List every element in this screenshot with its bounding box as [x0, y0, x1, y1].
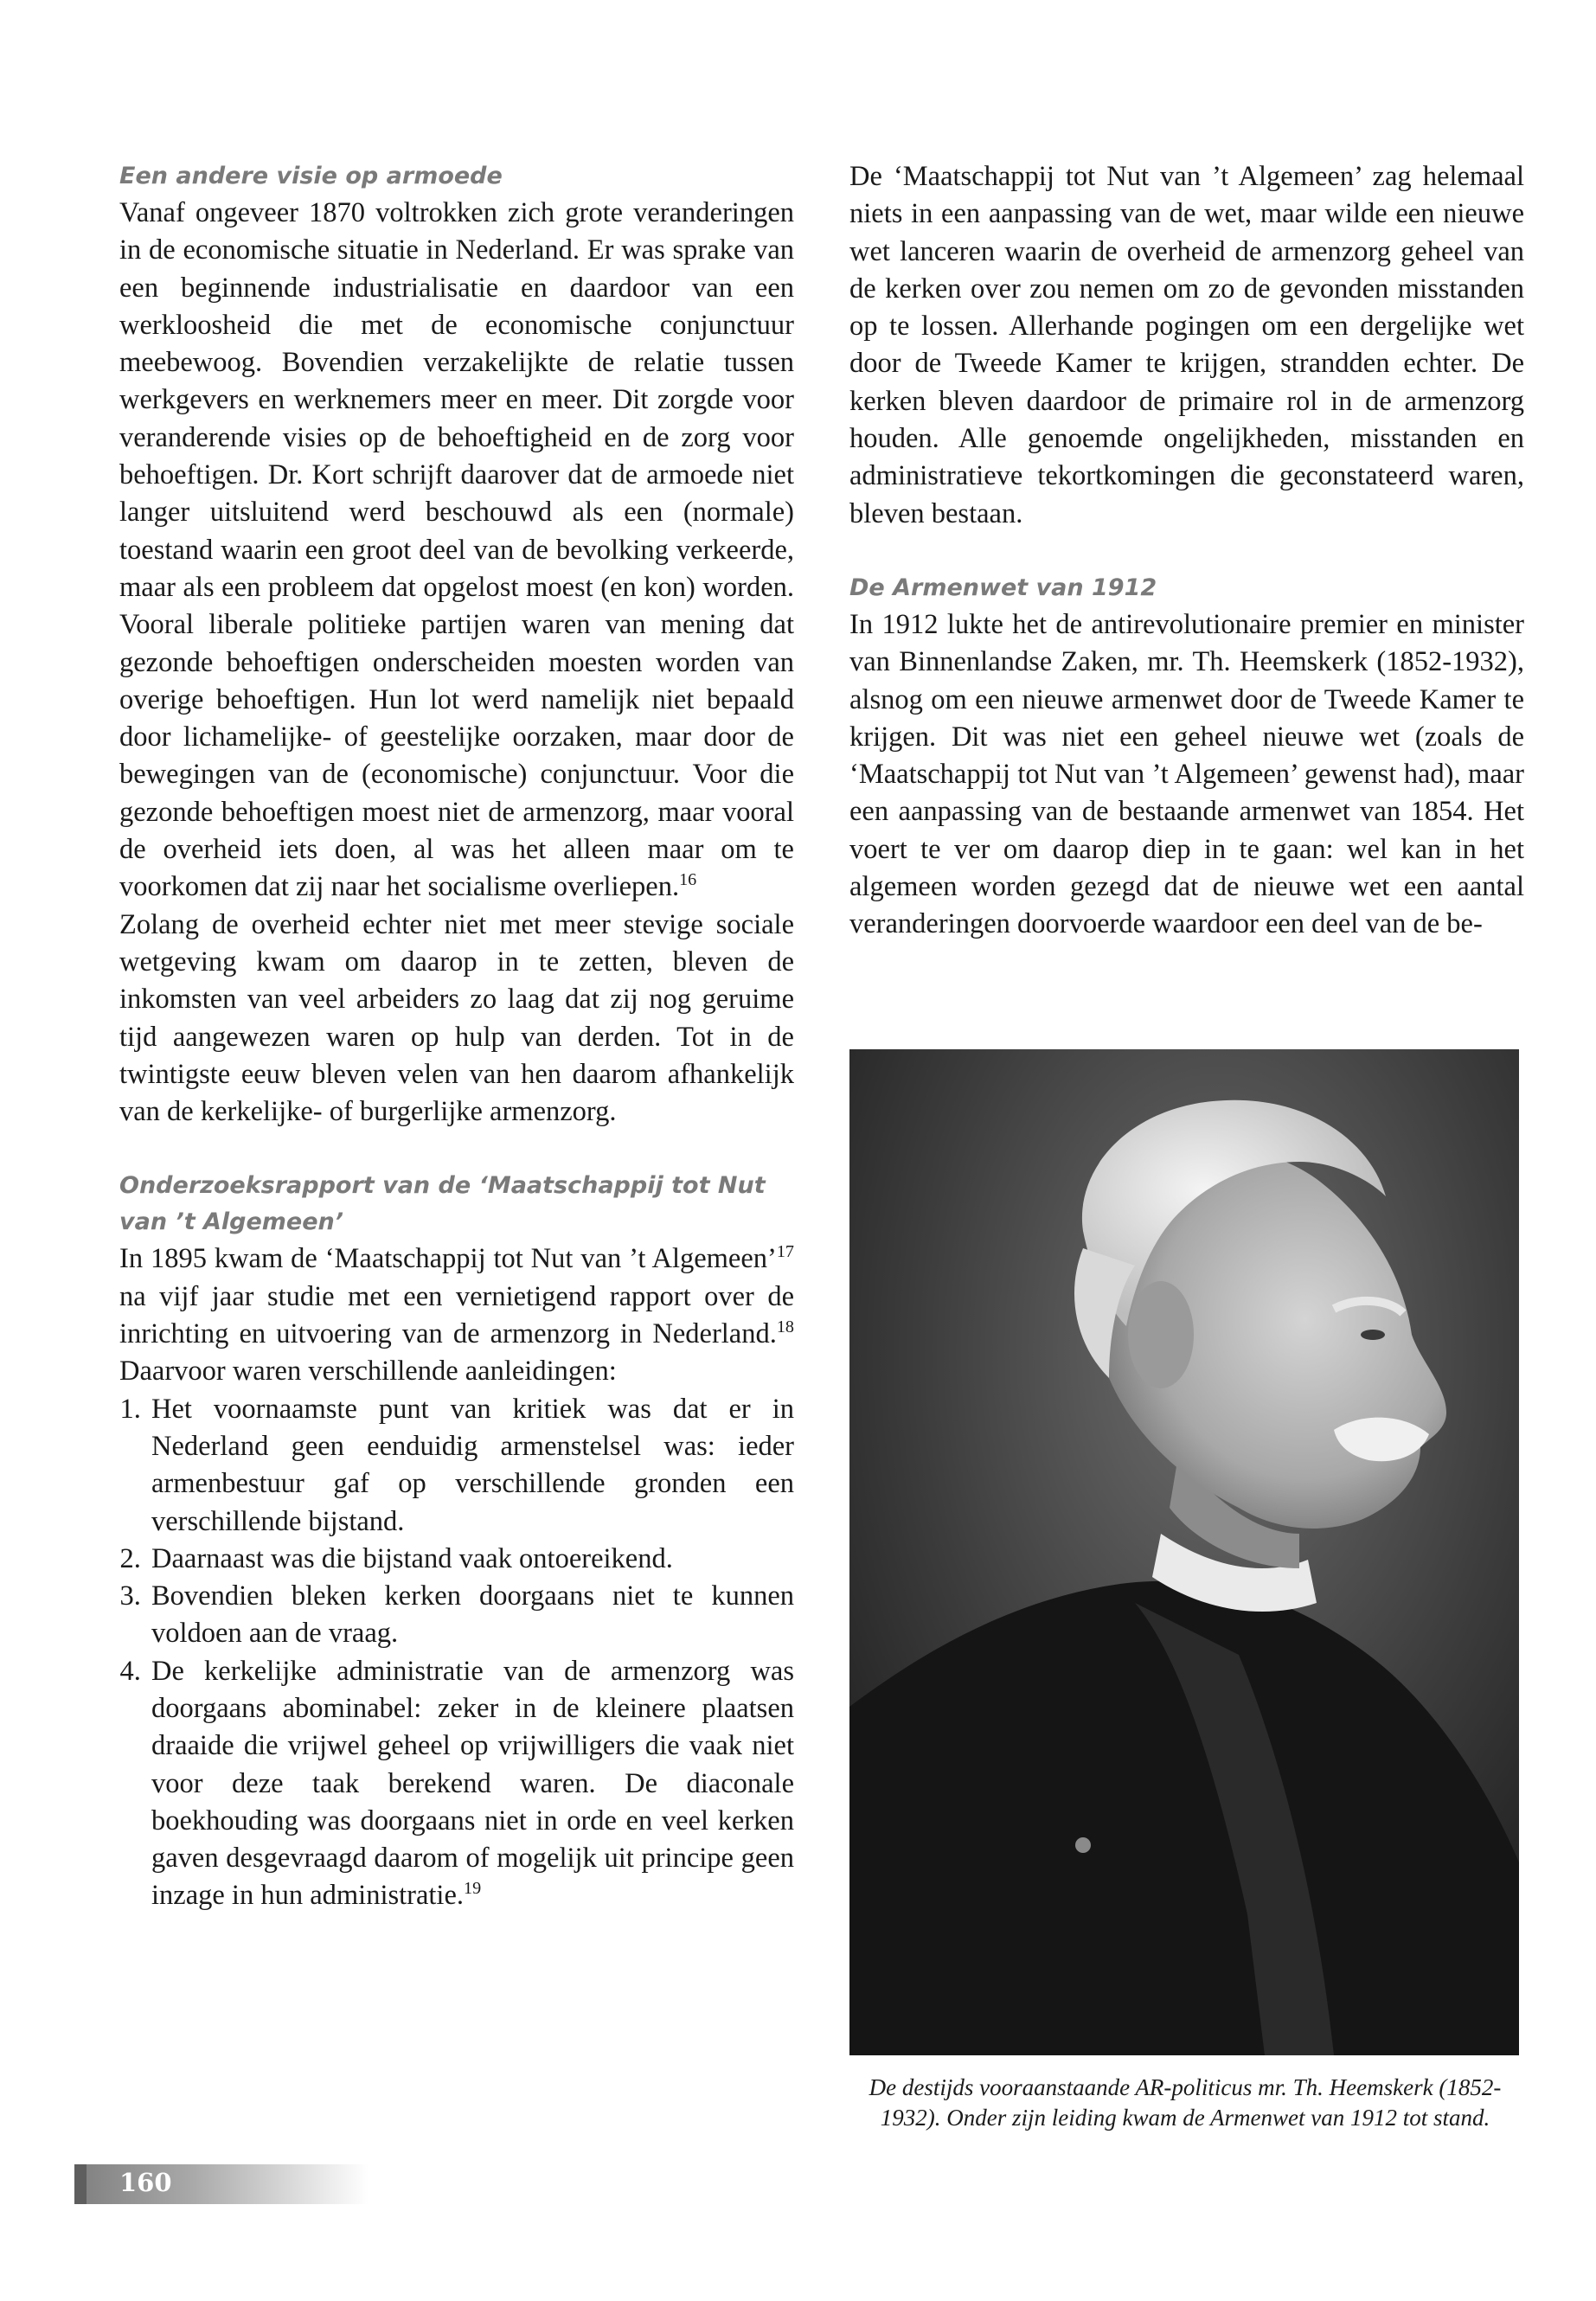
page-number-bar	[74, 2164, 369, 2204]
section-heading-visie: Een andere visie op armoede	[119, 163, 503, 189]
paragraph-visie-2: Zolang de overheid echter niet met meer stevige sociale wetgeving kwam om daarop in te zetten, bleven de inkomsten van veel arbeiders zo laag dat zij nog geruime tijd aangewezen waren op hulp van derden. Tot in de twintigste eeuw bleven velen van hen daarom afhankelijk van de kerkelijke- of burgerlijke armenzorg.	[119, 908, 794, 1128]
photo-caption: De destijds vooraanstaande AR-politicus mr. Th. Heemskerk (1852-1932). Onder zijn leiding kwam de Armenwet van 1912 tot stand.	[869, 2074, 1502, 2131]
list-item: 2. Daarnaast was die bijstand vaak ontoereikend.	[148, 1541, 794, 1578]
paragraph-maatschappij: De ‘Maatschappij tot Nut van ’t Algemeen’ zag helemaal niets in een aanpassing van de wet, maar wilde een nieuwe wet lanceren waarin de overheid de armenzorg geheel van de kerken over zou nemen om zo de gevonden misstanden op te lossen. Allerhande pogingen om een dergelijke wet door de Tweede Kamer te krijgen, strandden echter. De kerken bleven daardoor de primaire rol in de armenzorg houden. Alle genoemde ongelijkheden, misstanden en administratieve tekortkomingen die geconstateerd waren, bleven bestaan.	[849, 161, 1524, 529]
footnote-ref-18: 18	[776, 1317, 794, 1337]
page-number: 160	[119, 2168, 172, 2197]
paragraph-armenwet: In 1912 lukte het de antirevolutionaire premier en minister van Binnenlandse Zaken, mr. Th. Heemskerk (1852-1932), alsnog om een nieuwe armenwet door de Tweede Kamer te krijgen. Dit was niet een geheel nieuwe wet (zoals de ‘Maatschappij tot Nut van ’t Algemeen’ gewenst had), maar een aanpassing van de bestaande armenwet van 1854. Het voert te ver om daarop diep in te gaan: wel kan in het algemeen worden gezegd dat de nieuwe wet een aantal veranderingen doorvoerde waardoor een deel van de be-	[849, 608, 1524, 940]
list-item: 3. Bovendien bleken kerken doorgaans niet te kunnen voldoen aan de vraag.	[148, 1578, 794, 1653]
list-item: 4. De kerkelijke administratie van de armenzorg was doorgaans abominabel: zeker in de kleinere plaatsen draaide die vrijwel geheel op vrijwilligers die vaak niet voor deze taak berekend waren. De diaconale boekhouding was doorgaans niet in orde en veel kerken gaven desgevraagd daarom of mogelijk uit principe geen inzage in hun administratie.$^{19}$	[148, 1653, 794, 1915]
section-heading-armenwet: De Armenwet van 1912	[849, 574, 1157, 601]
left-column	[119, 158, 794, 1915]
criticism-list	[119, 1391, 794, 1915]
paragraph-onderzoeksrapport: In 1895 kwam de ‘Maatschappij tot Nut van ’t Algemeen’$^{17}$ na vijf jaar studie met een vernietigend rapport over de inrichting en uitvoering van de armenzorg in Nederland.$^{18}$ Daarvoor waren verschillende aanleidingen:	[119, 1242, 794, 1388]
right-column	[849, 158, 1524, 944]
portrait-photo	[849, 1049, 1519, 2055]
list-item: 1. Het voornaamste punt van kritiek was dat er in Nederland geen eenduidig armenstelsel was: ieder armenbestuur gaf op verschillende gronden een verschillende bijstand.	[148, 1391, 794, 1541]
footnote-ref-19: 19	[464, 1879, 482, 1899]
section-heading-onderzoeksrapport: Onderzoeksrapport van de ‘Maatschappij tot Nut van ’t Algemeen’	[119, 1172, 766, 1236]
paragraph-visie-1: Vanaf ongeveer 1870 voltrokken zich grote veranderingen in de economische situatie in Nederland. Er was sprake van een beginnende industrialisatie en daardoor van een werkloosheid die met de economische conjunctuur meebewoog. Bovendien verzakelijkte de relatie tussen werkgevers en werknemers meer en meer. Dit zorgde voor veranderende visies op de behoeftigheid en de zorg voor behoeftigen. Dr. Kort schrijft daarover dat de armoede niet langer uitsluitend werd beschouwd als een (normale) toestand waarin een groot deel van de bevolking verkeerde, maar als een probleem dat opgelost moest (en kon) worden. Vooral liberale politieke partijen waren van mening dat gezonde behoeftigen onderscheiden moesten worden van overige behoeftigen. Hun lot werd namelijk niet bepaald door lichamelijke- of geestelijke oorzaken, maar door de bewegingen van de (economische) conjunctuur. Voor die gezonde behoeftigen moest niet de armenzorg, maar vooral de overheid iets doen, al was het alleen maar om te voorkomen dat zij naar het socialisme overliepen.$^{16}$	[119, 197, 794, 903]
footnote-ref-17: 17	[776, 1242, 794, 1262]
footnote-ref-16: 16	[679, 870, 697, 890]
